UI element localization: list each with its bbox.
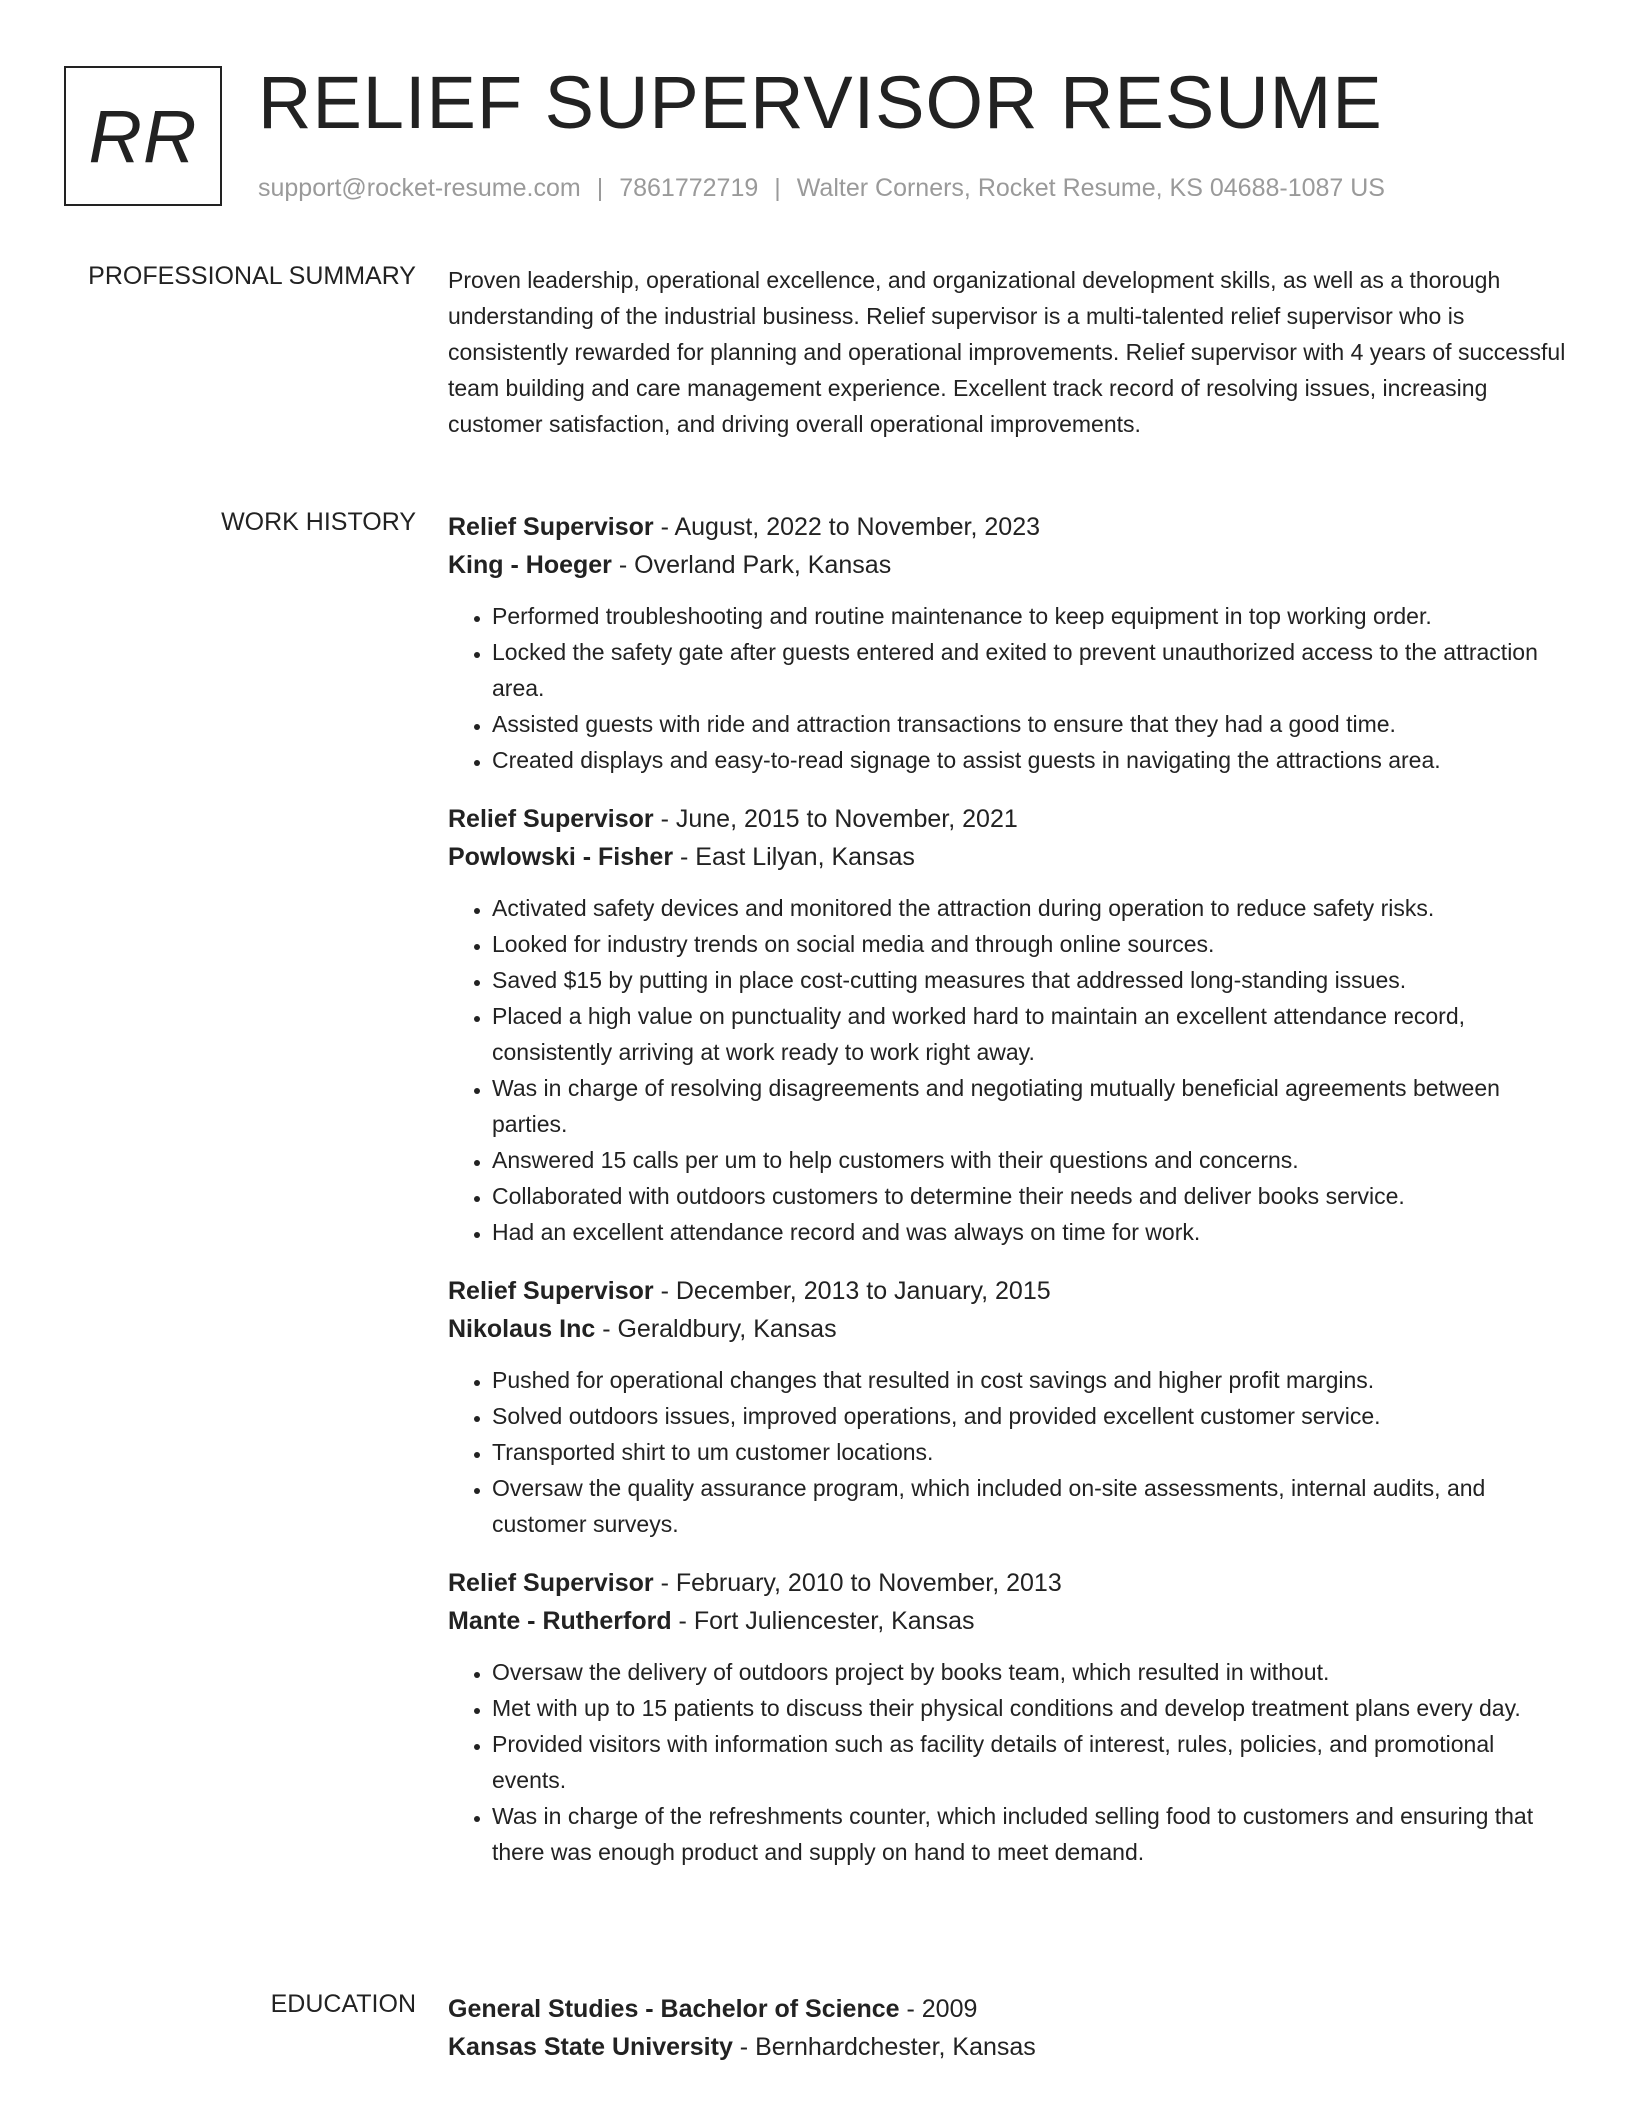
list-item: • Assisted guests with ride and attraction transactions to ensure that they had a good time. (492, 706, 1568, 742)
education-degree-line (448, 1990, 1568, 2028)
list-item: • Performed troubleshooting and routine maintenance to keep equipment in top working order. (492, 598, 1568, 634)
contact-separator: | (596, 174, 604, 202)
page-title: RELIEF SUPERVISOR RESUME (258, 61, 1383, 144)
list-item: • Was in charge of resolving disagreements and negotiating mutually beneficial agreements between parties. (492, 1070, 1568, 1142)
job-bullets (448, 890, 1568, 1250)
work-history-body (448, 508, 1568, 1892)
list-item: • Locked the safety gate after guests entered and exited to prevent unauthorized access to the attraction area. (492, 634, 1568, 706)
summary-label: PROFESSIONAL SUMMARY (88, 262, 416, 290)
list-item: • Was in charge of the refreshments counter, which included selling food to customers and ensuring that there was enough product and supply on hand to meet demand. (492, 1798, 1568, 1870)
job-title-line (448, 1564, 1568, 1602)
list-item: • Pushed for operational changes that resulted in cost savings and higher profit margins. (492, 1362, 1568, 1398)
job-title-line (448, 508, 1568, 546)
job-dates: - August, 2022 to November, 2023 (653, 513, 1041, 541)
job-company-line (448, 838, 1568, 876)
contact-separator: | (774, 174, 781, 202)
job-bullets (448, 1654, 1568, 1870)
list-item: • Collaborated with outdoors customers to determine their needs and deliver books service. (492, 1178, 1568, 1214)
job-title: Relief Supervisor (448, 513, 654, 541)
job-company: Nikolaus Inc (448, 1315, 596, 1343)
education-school-line (448, 2028, 1568, 2066)
list-item: • Oversaw the quality assurance program, which included on-site assessments, internal audits, and customer surveys. (492, 1470, 1568, 1542)
job-dates: - December, 2013 to January, 2015 (653, 1277, 1051, 1305)
contact-address: Walter Corners, Rocket Resume, KS 04688-1087 US (796, 174, 1385, 202)
list-item: • Activated safety devices and monitored the attraction during operation to reduce safety risks. (492, 890, 1568, 926)
list-item: • Provided visitors with information such as facility details of interest, rules, policies, and promotional events. (492, 1726, 1568, 1798)
job-title-line (448, 1272, 1568, 1310)
education-school: Kansas State University (448, 2033, 733, 2061)
job-company-line (448, 1310, 1568, 1348)
job-title-line (448, 800, 1568, 838)
work-history-label: WORK HISTORY (221, 508, 416, 536)
job-location: - Geraldbury, Kansas (595, 1315, 837, 1343)
job-location: - Overland Park, Kansas (611, 551, 892, 579)
education-location: - Bernhardchester, Kansas (732, 2033, 1036, 2061)
job-company-line (448, 546, 1568, 584)
list-item: • Looked for industry trends on social media and through online sources. (492, 926, 1568, 962)
education-body (448, 1990, 1568, 2088)
list-item: • Answered 15 calls per um to help customers with their questions and concerns. (492, 1142, 1568, 1178)
education-degree: General Studies - Bachelor of Science (448, 1995, 900, 2023)
job-entry (448, 1272, 1568, 1542)
job-location: - East Lilyan, Kansas (673, 843, 915, 871)
job-title: Relief Supervisor (448, 805, 654, 833)
list-item: • Created displays and easy-to-read signage to assist guests in navigating the attractions area. (492, 742, 1568, 778)
education-year: - 2009 (899, 1995, 978, 2023)
list-item: • Had an excellent attendance record and was always on time for work. (492, 1214, 1568, 1250)
monogram-logo: RR (64, 66, 222, 206)
job-dates: - June, 2015 to November, 2021 (653, 805, 1018, 833)
job-bullets (448, 598, 1568, 778)
education-entry (448, 1990, 1568, 2066)
contact-line (258, 174, 1385, 203)
list-item: • Placed a high value on punctuality and worked hard to maintain an excellent attendance record, consistently arriving at work ready to work right away. (492, 998, 1568, 1070)
summary-body (448, 262, 1568, 442)
list-item: • Transported shirt to um customer locations. (492, 1434, 1568, 1470)
job-entry (448, 508, 1568, 778)
job-company-line (448, 1602, 1568, 1640)
contact-email: support@rocket-resume.com (258, 174, 581, 202)
job-bullets (448, 1362, 1568, 1542)
job-title: Relief Supervisor (448, 1569, 654, 1597)
education-label: EDUCATION (270, 1990, 416, 2018)
job-title: Relief Supervisor (448, 1277, 654, 1305)
list-item: • Oversaw the delivery of outdoors project by books team, which resulted in without. (492, 1654, 1568, 1690)
job-company: King - Hoeger (448, 551, 612, 579)
job-location: - Fort Juliencester, Kansas (671, 1607, 975, 1635)
job-entry (448, 1564, 1568, 1870)
contact-phone: 7861772719 (619, 174, 759, 202)
job-company: Mante - Rutherford (448, 1607, 672, 1635)
job-company: Powlowski - Fisher (448, 843, 674, 871)
job-entry (448, 800, 1568, 1250)
list-item: • Met with up to 15 patients to discuss their physical conditions and develop treatment plans every day. (492, 1690, 1568, 1726)
job-dates: - February, 2010 to November, 2013 (653, 1569, 1062, 1597)
list-item: • Saved $15 by putting in place cost-cutting measures that addressed long-standing issues. (492, 962, 1568, 998)
summary-text: Proven leadership, operational excellence, and organizational development skills, as well as a thorough understanding of the industrial business. Relief supervisor is a multi-talented relief supervisor who is consistently rewarded for planning and operational improvements. Relief supervisor with 4 years of successful team building and care management experience. Excellent track record of resolving issues, increasing customer satisfaction, and driving overall operational improvements. (448, 267, 1566, 437)
list-item: • Solved outdoors issues, improved operations, and provided excellent customer service. (492, 1398, 1568, 1434)
